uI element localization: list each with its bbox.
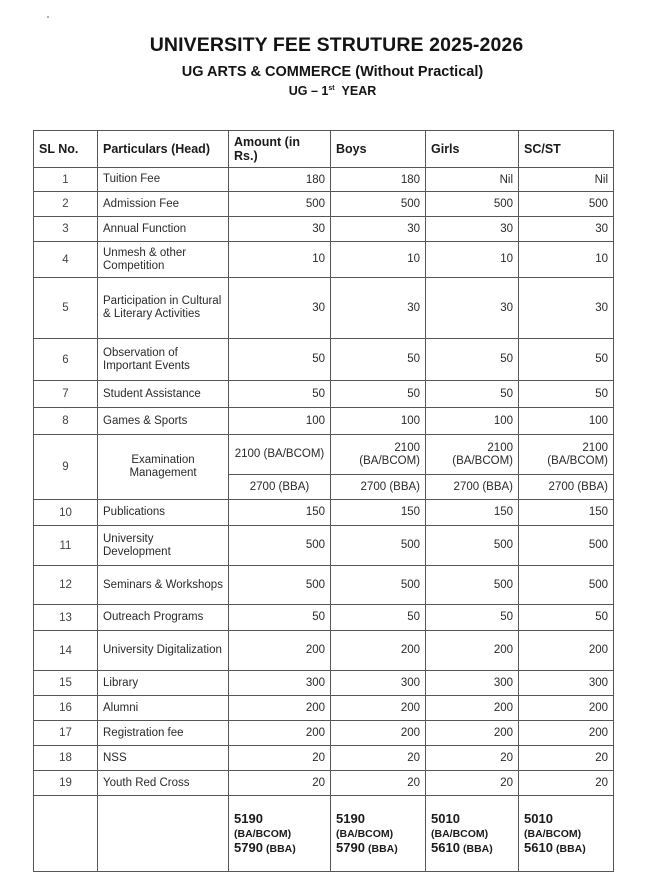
header-amount: Amount (in Rs.) [229, 131, 331, 168]
table-row [34, 771, 614, 796]
cell-scst: 30 [519, 278, 614, 339]
table-row [34, 278, 614, 339]
totals-row [34, 796, 614, 872]
cell-sl: 7 [34, 381, 98, 408]
total-boys-ba-label: (BA/BCOM) [336, 827, 394, 840]
cell-scst: 50 [519, 605, 614, 631]
cell-girls: 300 [426, 671, 519, 696]
cell-particulars: Participation in Cultural & Literary Activities [98, 278, 229, 339]
cell-boys: 500 [331, 566, 426, 605]
cell-scst: 30 [519, 217, 614, 242]
cell-sl: 16 [34, 696, 98, 721]
table-row [34, 721, 614, 746]
cell-sl: 11 [34, 526, 98, 566]
total-amount-ba-label: (BA/BCOM) [234, 827, 292, 840]
cell-amount: 200 [229, 696, 331, 721]
cell-particulars: Alumni [98, 696, 229, 721]
cell-sl: 3 [34, 217, 98, 242]
cell-scst: Nil [519, 168, 614, 192]
table-row [34, 526, 614, 566]
table-row [34, 746, 614, 771]
cell-girls: 10 [426, 242, 519, 278]
cell-girls: 20 [426, 746, 519, 771]
total-scst-ba: 5010 [524, 810, 553, 826]
cell-boys: 300 [331, 671, 426, 696]
header-girls: Girls [426, 131, 519, 168]
cell-boys: 180 [331, 168, 426, 192]
table-row [34, 631, 614, 671]
cell-scst: 300 [519, 671, 614, 696]
total-scst-bba-label: (BBA) [555, 842, 586, 855]
cell-amount: 500 [229, 566, 331, 605]
cell-sl: 14 [34, 631, 98, 671]
cell-scst: 20 [519, 746, 614, 771]
year-ordinal: st [328, 85, 335, 92]
cell-scst: 100 [519, 408, 614, 435]
total-girls-bba-label: (BBA) [462, 842, 493, 855]
cell-amount: 50 [229, 381, 331, 408]
cell-boys-bba: 2700 (BBA) [331, 475, 426, 500]
cell-particulars: Student Assistance [98, 381, 229, 408]
cell-amount: 300 [229, 671, 331, 696]
cell-particulars: Publications [98, 500, 229, 526]
cell-particulars: Seminars & Workshops [98, 566, 229, 605]
cell-boys: 100 [331, 408, 426, 435]
cell-scst: 150 [519, 500, 614, 526]
table-row [34, 566, 614, 605]
cell-boys: 20 [331, 771, 426, 796]
cell-scst: 50 [519, 381, 614, 408]
table-header-row [34, 131, 614, 168]
cell-scst: 200 [519, 631, 614, 671]
cell-particulars: Unmesh & other Competition [98, 242, 229, 278]
total-amount-bba-label: (BBA) [265, 842, 296, 855]
year-label [10, 84, 645, 98]
cell-particulars: Library [98, 671, 229, 696]
cell-particulars: University Digitalization [98, 631, 229, 671]
cell-girls: 500 [426, 192, 519, 217]
cell-sl: 4 [34, 242, 98, 278]
cell-girls: Nil [426, 168, 519, 192]
total-girls [426, 796, 519, 872]
cell-amount: 30 [229, 278, 331, 339]
total-boys-bba: 5790 [336, 839, 365, 855]
cell-amount: 150 [229, 500, 331, 526]
cell-sl: 19 [34, 771, 98, 796]
cell-girls: 50 [426, 339, 519, 381]
cell-particulars: University Development [98, 526, 229, 566]
header-scst: SC/ST [519, 131, 614, 168]
cell-boys: 50 [331, 605, 426, 631]
cell-girls-bba: 2700 (BBA) [426, 475, 519, 500]
cell-sl: 12 [34, 566, 98, 605]
cell-girls: 100 [426, 408, 519, 435]
table-row [34, 696, 614, 721]
cell-particulars-empty [98, 796, 229, 872]
total-boys-ba: 5190 [336, 810, 365, 826]
cell-sl: 15 [34, 671, 98, 696]
cell-sl: 6 [34, 339, 98, 381]
fee-table [33, 130, 614, 872]
cell-amount: 180 [229, 168, 331, 192]
year-word: YEAR [341, 84, 377, 98]
total-scst-ba-label: (BA/BCOM) [524, 827, 582, 840]
cell-scst: 200 [519, 721, 614, 746]
table-row [34, 339, 614, 381]
total-amount-bba: 5790 [234, 839, 263, 855]
cell-girls: 200 [426, 696, 519, 721]
cell-boys: 50 [331, 339, 426, 381]
cell-girls: 30 [426, 278, 519, 339]
cell-amount: 50 [229, 339, 331, 381]
cell-amount: 200 [229, 631, 331, 671]
header-boys: Boys [331, 131, 426, 168]
cell-particulars: Registration fee [98, 721, 229, 746]
cell-scst: 20 [519, 771, 614, 796]
cell-particulars: Games & Sports [98, 408, 229, 435]
total-boys-bba-label: (BBA) [367, 842, 398, 855]
table-row [34, 435, 614, 475]
cell-boys: 500 [331, 526, 426, 566]
cell-boys: 30 [331, 217, 426, 242]
cell-girls: 50 [426, 381, 519, 408]
cell-particulars: Outreach Programs [98, 605, 229, 631]
cell-particulars: Observation of Important Events [98, 339, 229, 381]
cell-particulars: Youth Red Cross [98, 771, 229, 796]
cell-boys: 500 [331, 192, 426, 217]
cell-girls: 500 [426, 526, 519, 566]
total-girls-ba: 5010 [431, 810, 460, 826]
total-amount [229, 796, 331, 872]
cell-sl: 5 [34, 278, 98, 339]
cell-girls: 150 [426, 500, 519, 526]
cell-boys: 200 [331, 696, 426, 721]
header-sl: SL No. [34, 131, 98, 168]
cell-particulars: Examination Management [98, 435, 229, 500]
cell-scst-bba: 2700 (BBA) [519, 475, 614, 500]
cell-sl: 17 [34, 721, 98, 746]
table-row [34, 500, 614, 526]
scan-speck [47, 16, 49, 18]
total-boys [331, 796, 426, 872]
cell-sl: 2 [34, 192, 98, 217]
cell-amount: 200 [229, 721, 331, 746]
table-row [34, 671, 614, 696]
cell-girls: 200 [426, 721, 519, 746]
table-row [34, 408, 614, 435]
cell-amount: 100 [229, 408, 331, 435]
cell-boys: 200 [331, 631, 426, 671]
cell-sl-empty [34, 796, 98, 872]
cell-boys: 200 [331, 721, 426, 746]
cell-amount: 30 [229, 217, 331, 242]
cell-scst: 500 [519, 192, 614, 217]
cell-amount-bba: 2700 (BBA) [229, 475, 331, 500]
cell-girls: 500 [426, 566, 519, 605]
cell-amount: 50 [229, 605, 331, 631]
cell-scst: 500 [519, 526, 614, 566]
table-row [34, 192, 614, 217]
cell-boys: 50 [331, 381, 426, 408]
cell-particulars: Admission Fee [98, 192, 229, 217]
table-row [34, 381, 614, 408]
cell-amount: 2100 (BA/BCOM) [229, 435, 331, 475]
table-row [34, 168, 614, 192]
cell-scst: 2100 (BA/BCOM) [519, 435, 614, 475]
cell-amount: 500 [229, 192, 331, 217]
header-particulars: Particulars (Head) [98, 131, 229, 168]
cell-amount: 20 [229, 746, 331, 771]
table-row [34, 605, 614, 631]
cell-boys: 20 [331, 746, 426, 771]
cell-girls: 20 [426, 771, 519, 796]
cell-scst: 10 [519, 242, 614, 278]
total-scst-bba: 5610 [524, 839, 553, 855]
cell-amount: 500 [229, 526, 331, 566]
total-amount-ba: 5190 [234, 810, 263, 826]
cell-particulars: Annual Function [98, 217, 229, 242]
cell-sl: 10 [34, 500, 98, 526]
cell-girls: 30 [426, 217, 519, 242]
document-subtitle: UG ARTS & COMMERCE (Without Practical) [181, 64, 484, 80]
cell-sl: 1 [34, 168, 98, 192]
cell-scst: 500 [519, 566, 614, 605]
cell-sl: 18 [34, 746, 98, 771]
cell-particulars: NSS [98, 746, 229, 771]
cell-girls: 50 [426, 605, 519, 631]
cell-amount: 10 [229, 242, 331, 278]
cell-girls: 200 [426, 631, 519, 671]
document-title: UNIVERSITY FEE STRUTURE 2025-2026 [149, 34, 524, 56]
cell-scst: 200 [519, 696, 614, 721]
cell-sl: 13 [34, 605, 98, 631]
cell-boys: 150 [331, 500, 426, 526]
cell-boys: 10 [331, 242, 426, 278]
cell-scst: 50 [519, 339, 614, 381]
total-girls-ba-label: (BA/BCOM) [431, 827, 489, 840]
cell-sl: 8 [34, 408, 98, 435]
table-row [34, 217, 614, 242]
total-scst [519, 796, 614, 872]
cell-boys: 30 [331, 278, 426, 339]
cell-amount: 20 [229, 771, 331, 796]
cell-particulars: Tuition Fee [98, 168, 229, 192]
table-row [34, 242, 614, 278]
cell-girls: 2100 (BA/BCOM) [426, 435, 519, 475]
total-girls-bba: 5610 [431, 839, 460, 855]
cell-boys: 2100 (BA/BCOM) [331, 435, 426, 475]
cell-sl: 9 [34, 435, 98, 500]
year-prefix: UG – 1 [288, 84, 329, 98]
